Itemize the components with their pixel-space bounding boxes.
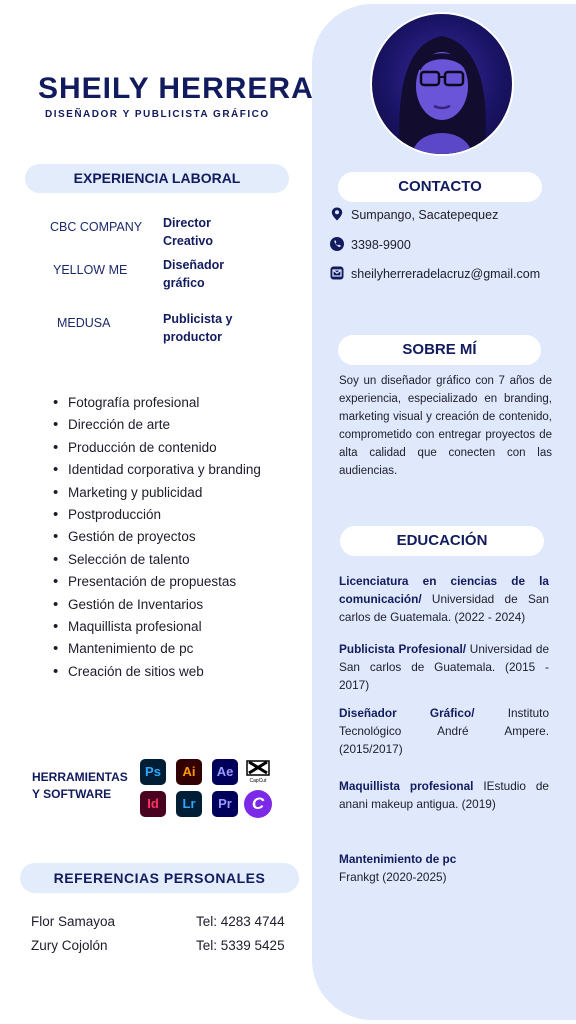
email-text[interactable]: sheilyherreradelacruz@gmail.com xyxy=(351,267,541,281)
skill-item: • Presentación de propuestas xyxy=(50,571,264,593)
skill-item: • Creación de sitios web xyxy=(50,661,264,683)
indesign-icon: Id xyxy=(140,791,166,817)
lightroom-icon: Lr xyxy=(176,791,202,817)
education-detail: IEstudio de anani makeup antigua. (2019) xyxy=(339,779,549,811)
contact-heading: CONTACTO xyxy=(338,172,542,202)
portrait-illustration xyxy=(372,14,512,154)
phone-text: 3398-9900 xyxy=(351,238,411,252)
skill-item: • Maquillista profesional xyxy=(50,616,264,638)
capcut-label: CapCut xyxy=(249,778,267,784)
skill-item: • Gestión de Inventarios xyxy=(50,594,264,616)
contact-email xyxy=(330,266,570,281)
location-pin-icon xyxy=(330,207,344,221)
photoshop-icon: Ps xyxy=(140,759,166,785)
skill-item: • Postproducción xyxy=(50,504,264,526)
skills-list xyxy=(50,392,264,683)
experience-heading: EXPERIENCIA LABORAL xyxy=(25,164,289,193)
email-icon xyxy=(330,266,344,280)
education-degree: Licenciatura en ciencias de la comunicación/ xyxy=(339,574,549,606)
after-effects-icon: Ae xyxy=(212,759,238,785)
full-name: SHEILY HERRERA xyxy=(38,72,314,105)
phone-icon xyxy=(330,237,344,251)
education-entry xyxy=(339,704,549,758)
skill-item: • Dirección de arte xyxy=(50,414,264,436)
experience-company: MEDUSA xyxy=(57,316,111,330)
education-degree: Mantenimiento de pc xyxy=(339,852,457,866)
illustrator-icon: Ai xyxy=(176,759,202,785)
job-title: DISEÑADOR Y PUBLICISTA GRÁFICO xyxy=(45,109,270,120)
reference-phone: Tel: 5339 5425 xyxy=(196,938,285,953)
profile-photo xyxy=(370,12,514,156)
education-detail: Universidad de San carlos de Guatemala. (2022 - 2024) xyxy=(339,592,549,624)
experience-company: YELLOW ME xyxy=(53,263,128,277)
location-text: Sumpango, Sacatepequez xyxy=(351,208,499,222)
skill-item: • Selección de talento xyxy=(50,549,264,571)
experience-role: Director Creativo xyxy=(163,216,214,248)
skill-item: • Marketing y publicidad xyxy=(50,482,264,504)
education-entry xyxy=(339,640,549,694)
experience-role: Diseñador gráfico xyxy=(163,258,225,290)
canva-icon: C xyxy=(244,790,272,818)
about-text: Soy un diseñador gráfico con 7 años de experiencia, especializado en branding, marketing visual y creación de contenido, comprometido con entregar proyectos de alta calidad que conecten con las audiencias. xyxy=(339,375,552,477)
education-detail: Instituto Tecnológico André Ampere. (2015/2017) xyxy=(339,706,550,756)
references-heading: REFERENCIAS PERSONALES xyxy=(20,863,299,893)
tools-heading-line1: HERRAMIENTAS xyxy=(32,770,128,784)
experience-company: CBC COMPANY xyxy=(50,220,143,234)
education-degree: Maquillista profesional xyxy=(339,779,474,793)
education-degree: Publicista Profesional/ xyxy=(339,642,467,656)
education-entry xyxy=(339,572,549,626)
education-entry xyxy=(339,777,549,813)
skill-item: • Identidad corporativa y branding xyxy=(50,459,264,481)
reference-name: Flor Samayoa xyxy=(31,914,116,929)
skill-item: • Producción de contenido xyxy=(50,437,264,459)
skill-item: • Gestión de proyectos xyxy=(50,526,264,548)
contact-phone xyxy=(330,237,570,252)
skill-item: • Mantenimiento de pc xyxy=(50,638,264,660)
capcut-icon xyxy=(244,758,272,788)
education-entry xyxy=(339,850,549,886)
about-heading: SOBRE MÍ xyxy=(338,335,541,365)
education-detail: Frankgt (2020-2025) xyxy=(339,870,447,884)
education-detail: Universidad de San carlos de Guatemala. (2015 - 2017) xyxy=(339,642,549,692)
tools-heading xyxy=(32,769,128,803)
education-heading: EDUCACIÓN xyxy=(340,526,544,556)
reference-name: Zury Cojolón xyxy=(31,938,108,953)
skill-item: • Fotografía profesional xyxy=(50,392,264,414)
premiere-icon: Pr xyxy=(212,791,238,817)
tools-heading-line2: Y SOFTWARE xyxy=(32,787,112,801)
education-degree: Diseñador Gráfico/ xyxy=(339,706,475,720)
contact-location xyxy=(330,207,570,222)
experience-role: Publicista y productor xyxy=(163,312,233,344)
reference-phone: Tel: 4283 4744 xyxy=(196,914,285,929)
